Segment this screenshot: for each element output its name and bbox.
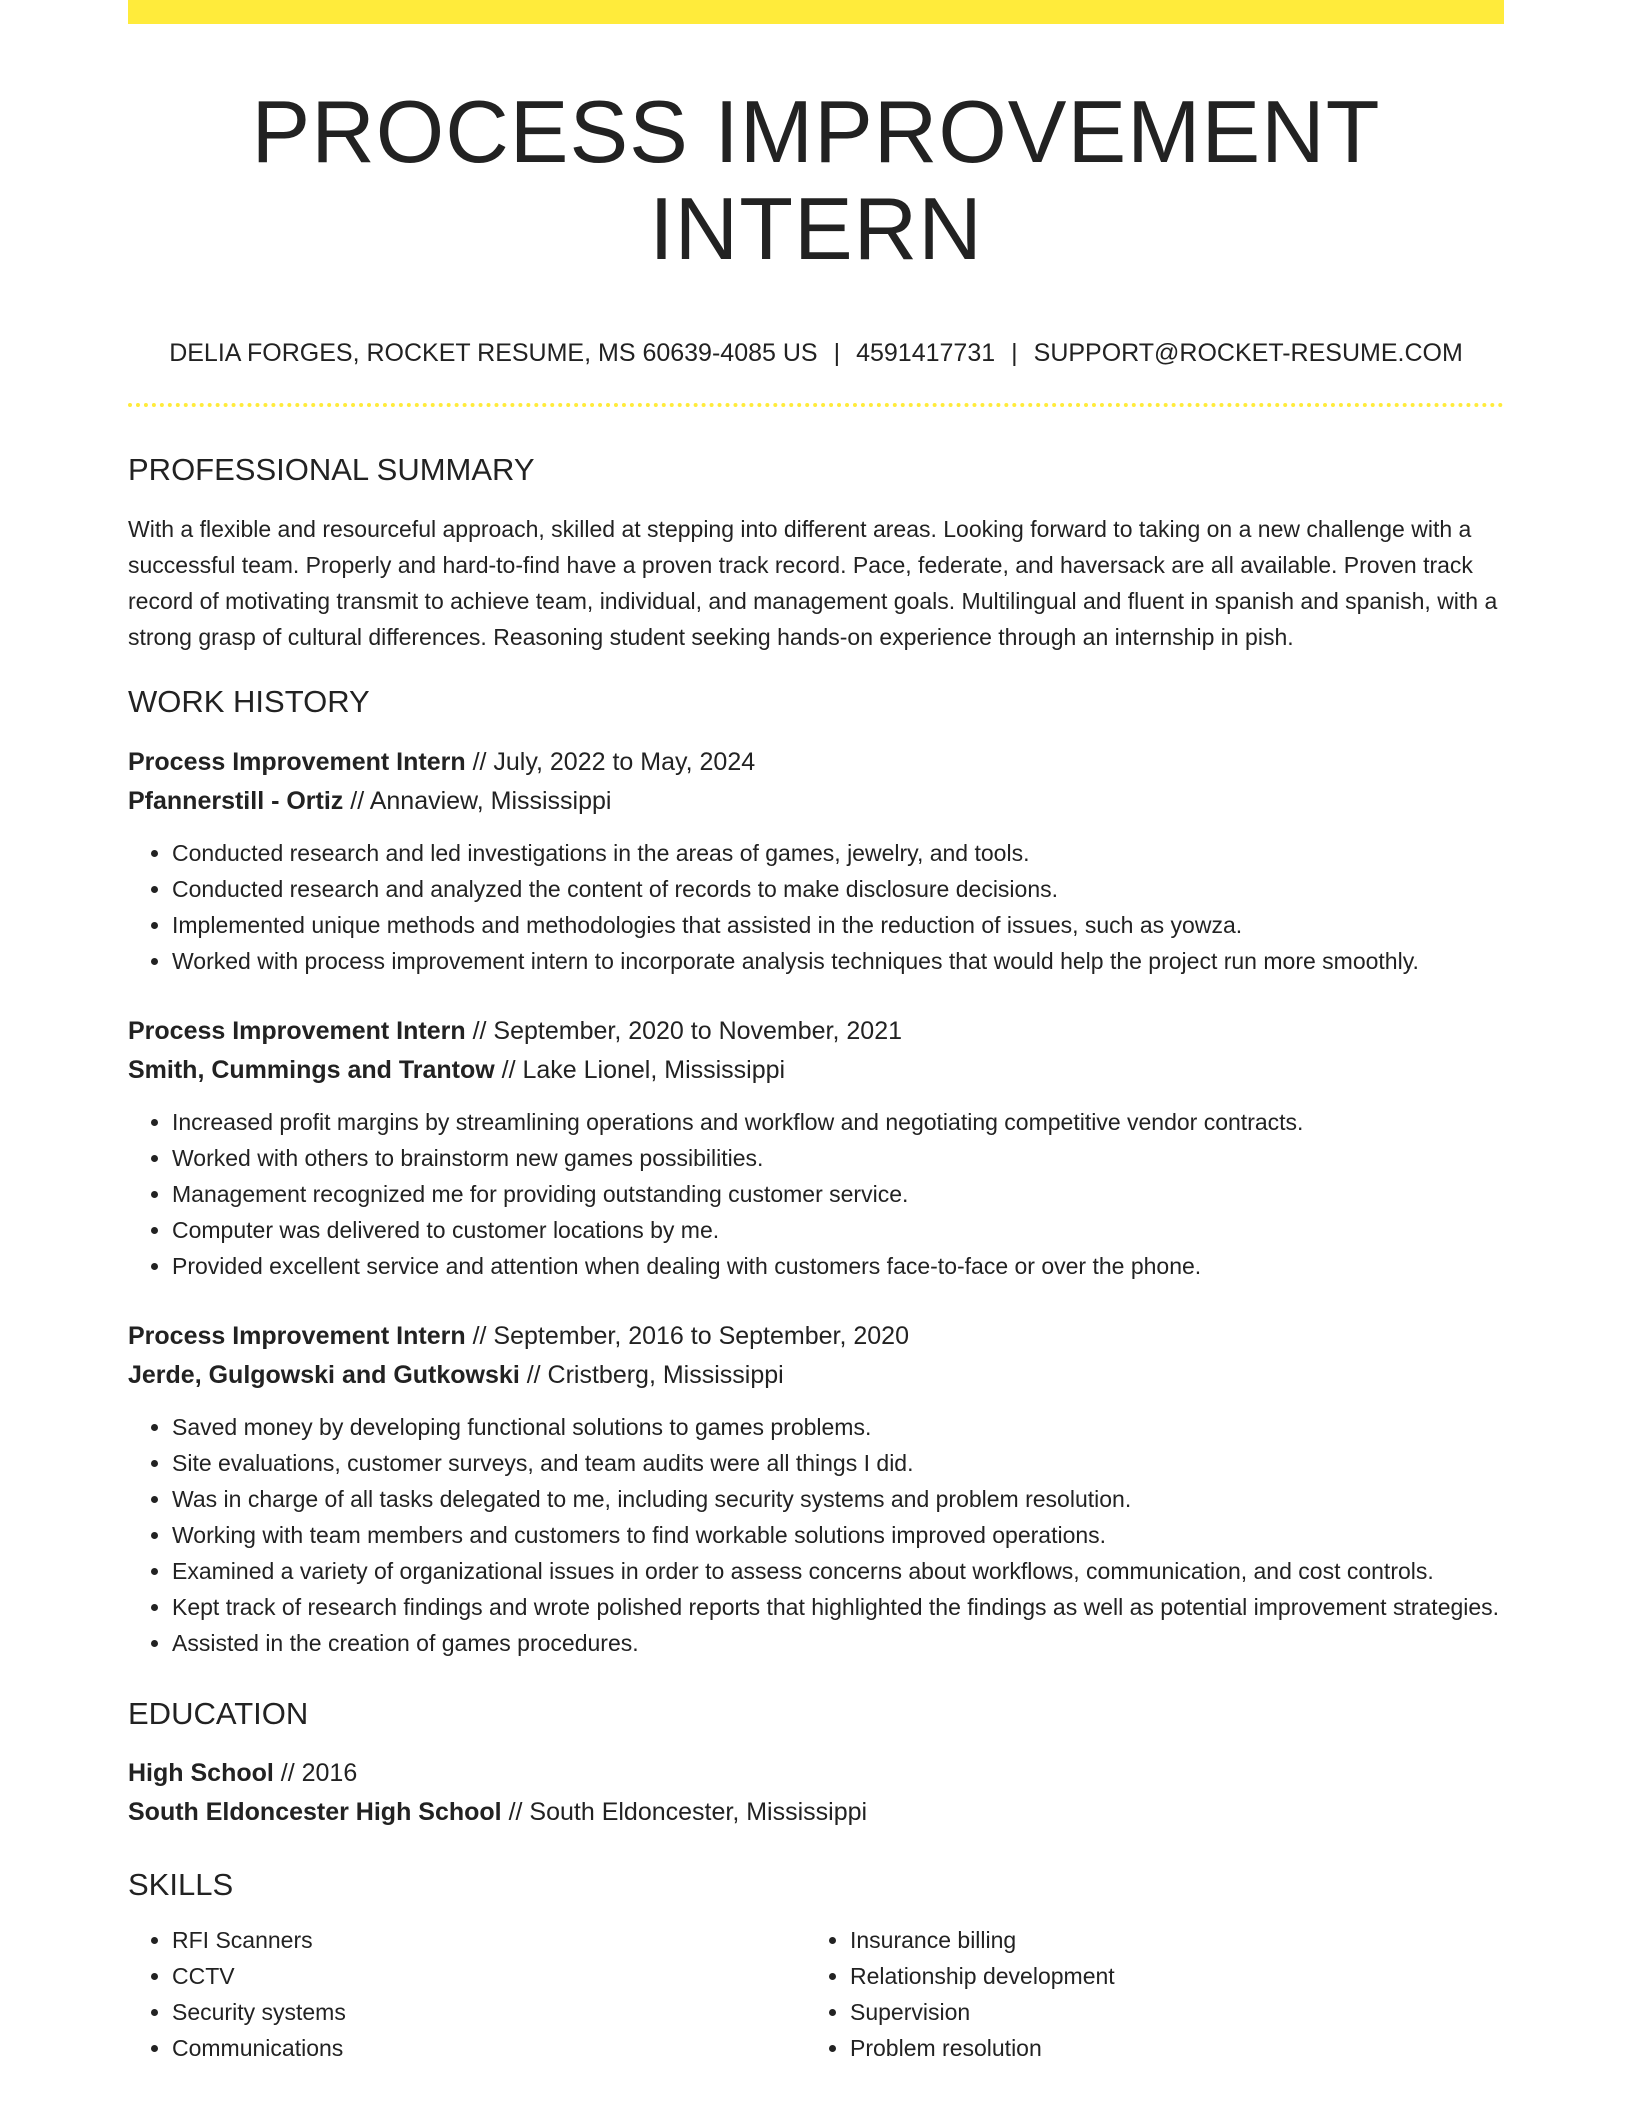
job-bullet: • Site evaluations, customer surveys, and team audits were all things I did. (172, 1445, 1504, 1481)
job-bullet: • Working with team members and customers to find workable solutions improved operations. (172, 1517, 1504, 1553)
job-title: Process Improvement Intern (128, 1016, 466, 1045)
job-bullets (128, 835, 1504, 979)
job-bullets (128, 1409, 1504, 1661)
job-bullets (128, 1104, 1504, 1284)
job-location: // Cristberg, Mississippi (519, 1360, 784, 1389)
top-accent-bar (128, 0, 1504, 24)
skill-item: • Security systems (172, 1994, 806, 2030)
job-bullet: • Worked with others to brainstorm new games possibilities. (172, 1140, 1504, 1176)
skill-item: • Communications (172, 2030, 806, 2066)
work-history-section (128, 683, 1504, 1661)
education-degree-line (128, 1754, 1504, 1793)
job-bullet: • Kept track of research findings and wrote polished reports that highlighted the findings as well as potential improvement strategies. (172, 1589, 1504, 1625)
job-bullet: • Increased profit margins by streamlining operations and workflow and negotiating competitive vendor contracts. (172, 1104, 1504, 1140)
summary-heading: PROFESSIONAL SUMMARY (128, 451, 535, 487)
education-year: // 2016 (273, 1759, 358, 1788)
contact-address: DELIA FORGES, ROCKET RESUME, MS 60639-4085 US (169, 338, 818, 367)
skill-item: • Supervision (850, 1994, 1484, 2030)
skill-item: • Relationship development (850, 1958, 1484, 1994)
job-entry (128, 1317, 1504, 1661)
skill-item: • CCTV (172, 1958, 806, 1994)
job-bullet: • Conducted research and led investigations in the areas of games, jewelry, and tools. (172, 835, 1504, 871)
job-company: Jerde, Gulgowski and Gutkowski (128, 1360, 520, 1389)
skill-item: • Insurance billing (850, 1922, 1484, 1958)
job-company: Pfannerstill - Ortiz (128, 786, 344, 815)
work-history-heading: WORK HISTORY (128, 683, 370, 719)
summary-section (128, 451, 1504, 655)
skills-list-left (128, 1922, 806, 2066)
job-bullet: • Conducted research and analyzed the content of records to make disclosure decisions. (172, 871, 1504, 907)
job-entry (128, 743, 1504, 979)
resume-page (128, 0, 1504, 2066)
job-bullet: • Management recognized me for providing outstanding customer service. (172, 1176, 1504, 1212)
job-title: Process Improvement Intern (128, 1321, 466, 1350)
job-company-line (128, 1051, 1504, 1090)
job-dates: // July, 2022 to May, 2024 (465, 747, 756, 776)
contact-separator: | (833, 338, 841, 367)
job-company-line (128, 1356, 1504, 1395)
contact-email: SUPPORT@ROCKET-RESUME.COM (1033, 338, 1463, 367)
job-bullet: • Assisted in the creation of games procedures. (172, 1625, 1504, 1661)
job-bullet: • Examined a variety of organizational issues in order to assess concerns about workflows, communication, and cost controls. (172, 1553, 1504, 1589)
job-location: // Lake Lionel, Mississippi (494, 1055, 786, 1084)
contact-phone: 4591417731 (856, 338, 996, 367)
education-school: South Eldoncester High School (128, 1798, 502, 1827)
job-bullet: • Was in charge of all tasks delegated to me, including security systems and problem resolution. (172, 1481, 1504, 1517)
skills-section (128, 1866, 1504, 2066)
skill-item: • Problem resolution (850, 2030, 1484, 2066)
job-bullet: • Computer was delivered to customer locations by me. (172, 1212, 1504, 1248)
job-bullet: • Saved money by developing functional solutions to games problems. (172, 1409, 1504, 1445)
job-bullet: • Implemented unique methods and methodologies that assisted in the reduction of issues, such as yowza. (172, 907, 1504, 943)
education-school-line (128, 1793, 1504, 1832)
summary-text: With a flexible and resourceful approach, skilled at stepping into different areas. Looking forward to taking on a new challenge with a successful team. Properly and hard-to-find have a proven track record. Pace, federate, and haversack are all available. Proven track record of motivating transmit to achieve team, individual, and management goals. Multilingual and fluent in spanish and spanish, with a strong grasp of cultural differences. Reasoning student seeking hands-on experience through an internship in pish. (128, 515, 1498, 650)
job-entry (128, 1012, 1504, 1284)
education-location: // South Eldoncester, Mississippi (501, 1798, 868, 1827)
job-bullet: • Provided excellent service and attention when dealing with customers face-to-face or over the phone. (172, 1248, 1504, 1284)
job-dates: // September, 2016 to September, 2020 (465, 1321, 909, 1350)
contact-separator: | (1011, 338, 1018, 367)
job-dates: // September, 2020 to November, 2021 (465, 1016, 903, 1045)
education-section (128, 1695, 1504, 1832)
education-degree: High School (128, 1759, 274, 1788)
contact-line (128, 338, 1504, 368)
skills-list-right (806, 1922, 1484, 2066)
education-entry (128, 1754, 1504, 1832)
job-company-line (128, 782, 1504, 821)
page-title: PROCESS IMPROVEMENT INTERN (251, 82, 1381, 278)
job-company: Smith, Cummings and Trantow (128, 1055, 495, 1084)
job-title-line (128, 1012, 1504, 1051)
job-title: Process Improvement Intern (128, 747, 466, 776)
job-title-line (128, 1317, 1504, 1356)
skills-heading: SKILLS (128, 1867, 234, 1903)
dotted-divider (128, 403, 1504, 407)
job-title-line (128, 743, 1504, 782)
skill-item: • RFI Scanners (172, 1922, 806, 1958)
job-location: // Annaview, Mississippi (343, 786, 612, 815)
job-bullet: • Worked with process improvement intern to incorporate analysis techniques that would help the project run more smoothly. (172, 943, 1504, 979)
education-heading: EDUCATION (128, 1695, 309, 1731)
skills-columns (128, 1922, 1504, 2066)
